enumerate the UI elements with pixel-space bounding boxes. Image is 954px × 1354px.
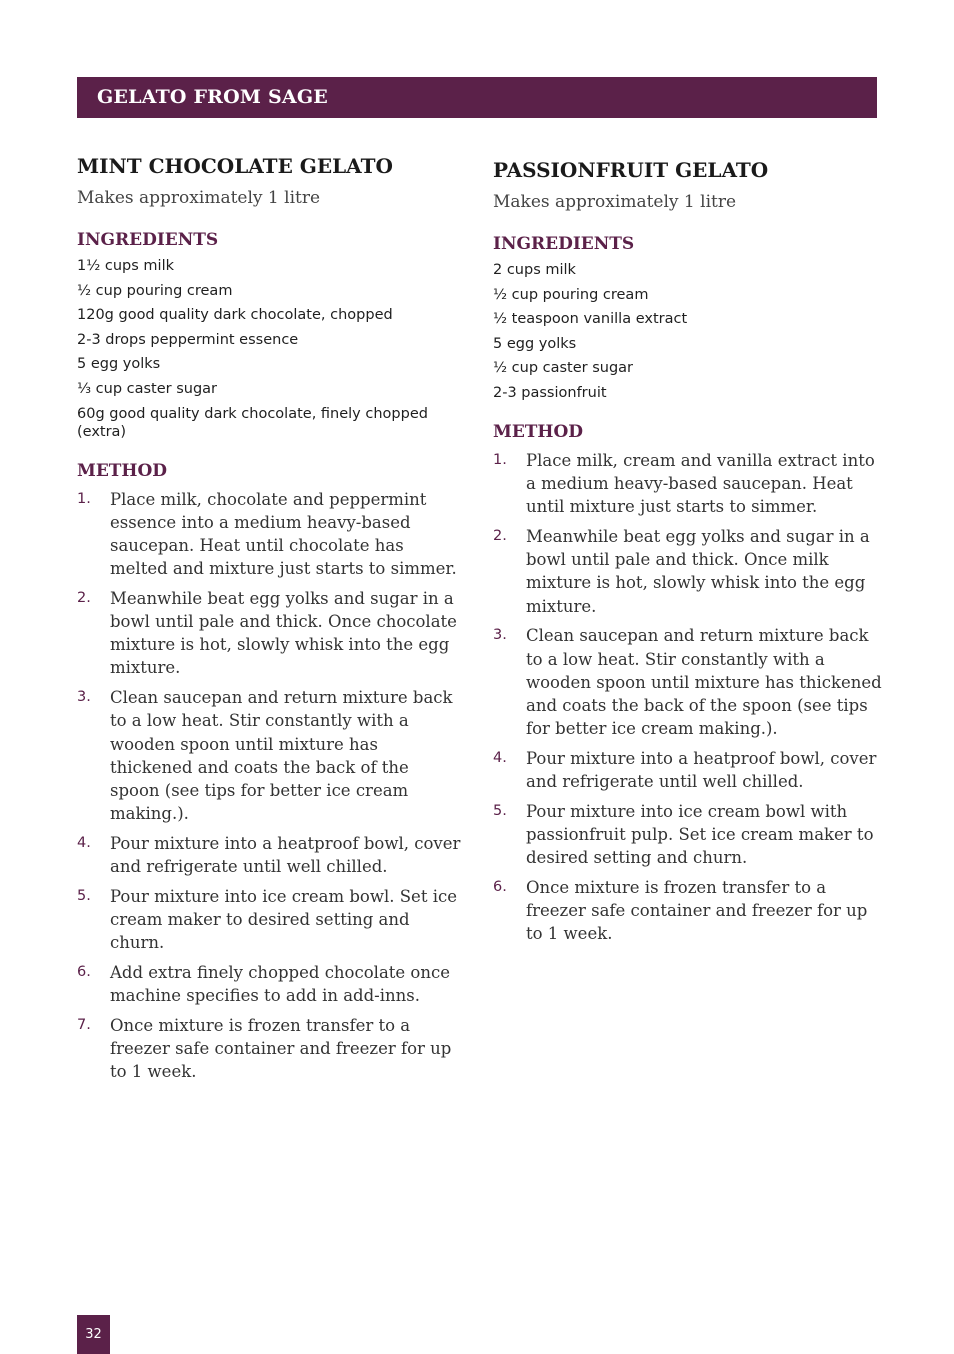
recipe-title: MINT CHOCOLATE GELATO [77,154,393,178]
method-step [493,876,883,946]
method-step [77,961,467,1007]
recipe-title: PASSIONFRUIT GELATO [493,158,769,182]
step-number: 1. [77,490,91,507]
banner-title: GELATO FROM SAGE [97,86,328,108]
ingredient-item: 2-3 drops peppermint essence [77,331,299,348]
method-list [493,449,883,946]
section-banner [77,77,877,118]
method-step [493,525,883,618]
step-number: 3. [77,689,91,706]
ingredient-item: ½ cup caster sugar [493,360,634,377]
method-list [77,488,467,1084]
step-number: 1. [493,451,507,468]
step-text: Pour mixture into a heatproof bowl, cover and refrigerate until well chilled. [526,748,877,792]
method-heading: METHOD [493,421,584,442]
step-text: Pour mixture into ice cream bowl with passionfruit pulp. Set ice cream maker to desired setting and churn. [526,801,874,868]
step-number: 2. [493,528,507,545]
step-text: Meanwhile beat egg yolks and sugar in a bowl until pale and thick. Once milk mixture is hot, slowly whisk into the egg mixture. [526,527,870,616]
step-text: Meanwhile beat egg yolks and sugar in a bowl until pale and thick. Once chocolate mixture is hot, slowly whisk into the egg mixture. [110,588,457,678]
step-text: Clean saucepan and return mixture back to a low heat. Stir constantly with a wooden spoon until mixture has thickened and coats the back of the spoon (see tips for better ice cream making.). [110,688,453,824]
step-text: Clean saucepan and return mixture back to a low heat. Stir constantly with a wooden spoon until mixture has thickened and coats the back of the spoon (see tips for better ice cream making.). [526,626,882,739]
step-number: 6. [493,878,507,895]
step-text: Place milk, cream and vanilla extract into a medium heavy-based saucepan. Heat until mixture just starts to simmer. [526,450,875,517]
recipe-mint-chocolate [77,153,467,1090]
method-step [77,488,467,581]
step-text: Once mixture is frozen transfer to a freezer safe container and freezer for up to 1 week. [526,877,868,944]
method-step [493,449,883,519]
step-number: 4. [77,834,91,851]
ingredient-item: 2-3 passionfruit [493,384,607,401]
ingredient-item: 5 egg yolks [493,335,577,352]
method-step [77,686,467,825]
step-text: Add extra finely chopped chocolate once machine specifies to add in add-inns. [110,962,450,1006]
step-text: Pour mixture into a heatproof bowl, cover and refrigerate until well chilled. [110,833,461,877]
ingredient-item: 5 egg yolks [77,356,161,373]
method-step [77,1014,467,1084]
step-number: 5. [77,887,91,904]
step-number: 7. [77,1016,91,1033]
step-text: Once mixture is frozen transfer to a freezer safe container and freezer for up to 1 week. [110,1015,452,1082]
ingredients-list [77,257,467,441]
ingredient-item: ½ cup pouring cream [77,282,233,299]
ingredient-item: ⅓ cup caster sugar [77,380,218,397]
ingredient-item: ½ cup pouring cream [493,286,649,303]
ingredient-item: 120g good quality dark chocolate, chopped [77,307,393,324]
method-step [77,832,467,878]
ingredient-item: ½ teaspoon vanilla extract [493,311,688,328]
method-step [493,747,883,793]
ingredients-heading: INGREDIENTS [77,230,219,250]
ingredient-item: 1½ cups milk [77,258,174,274]
recipe-yield: Makes approximately 1 litre [77,188,321,208]
ingredients-heading: INGREDIENTS [493,234,635,254]
recipe-yield: Makes approximately 1 litre [493,192,737,212]
ingredient-item: 2 cups milk [493,262,576,278]
step-number: 5. [493,802,507,819]
ingredient-item: 60g good quality dark chocolate, finely chopped (extra) [77,405,428,440]
method-heading: METHOD [77,460,168,481]
step-number: 4. [493,749,507,766]
page-number: 32 [77,1315,110,1354]
step-number: 6. [77,963,91,980]
recipe-passionfruit [493,157,883,952]
ingredients-list [493,261,883,402]
method-step [77,587,467,680]
method-step [493,800,883,870]
step-text: Pour mixture into ice cream bowl. Set ice cream maker to desired setting and churn. [110,886,457,953]
step-number: 2. [77,589,91,606]
method-step [77,885,467,955]
method-step [493,624,883,740]
step-number: 3. [493,627,507,644]
step-text: Place milk, chocolate and peppermint essence into a medium heavy-based saucepan. Heat until chocolate has melted and mixture just starts to simmer. [110,489,457,579]
